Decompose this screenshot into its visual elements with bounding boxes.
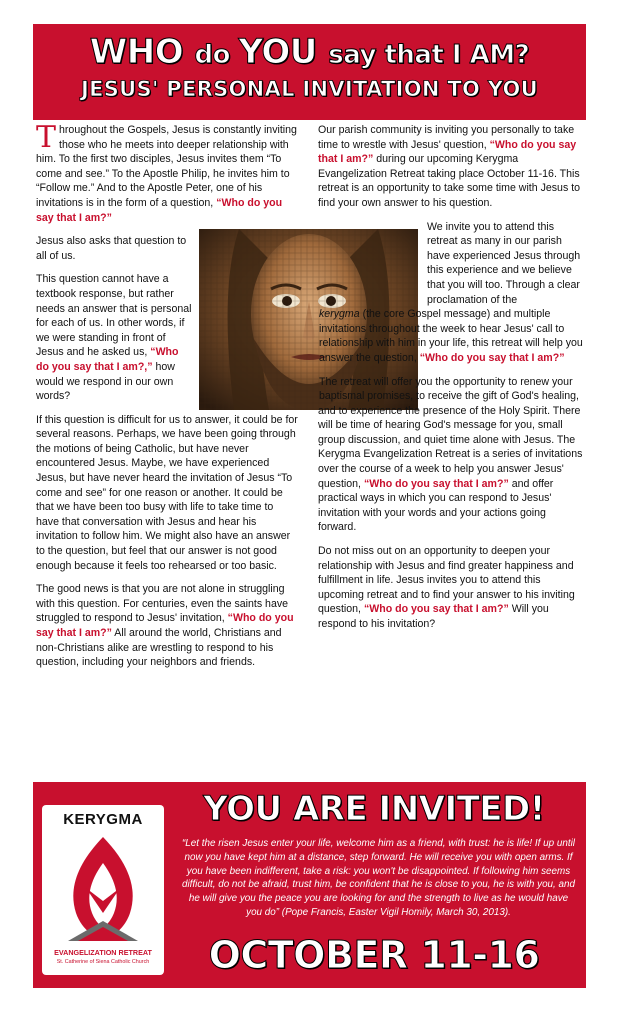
logo-church: St. Catherine of Siena Catholic Church — [56, 959, 150, 965]
title-banner — [33, 24, 586, 120]
right-paragraph-3: The retreat will offer you the opportunity to renew your baptismal promises, to receive the gift of God's healing, and to experience the presence of the Holy Spirit. There will be time of hearing God's message for you, small group discussion, and quiet time alone with Jesus. The Kerygma Evangelization Retreat is a series of invitations over the course of a week to help you answer Jesus' question, “Who do you say that I am?” and offer practical ways in which you can respond to Jesus' invitation with your words and your actions going forward. — [318, 375, 583, 534]
left-paragraph-4: The good news is that you are not alone in struggling with this question. For centuries, even the saints have struggled to respond to Jesus' invitation, “Who do you say that I am?” All around the world, Christians and non-Christians alike are wrestling to respond to his question, including your neighbors and friends. — [36, 583, 294, 669]
drop-cap: T — [36, 120, 57, 155]
left-paragraph-3: If this question is difficult for us to answer, it could be for several reasons. Perhaps, we have been going through the motions of being Catholic, but have never encountered Jesus. Maybe, we have experienced Jesus, but have never heard the invitation of Jesus “To come and see” for one reason or another. It could be that we have been too busy with life to take time to have that conversation with Jesus and hear his invitation to follow him. We might also have an answer to the question, but feel that our answer is not good enough because it feels too rehearsed or too basic. — [36, 413, 298, 572]
right-paragraph-2-cont: kerygma (the core Gospel message) and multiple invitations throughout the week to hear Jesus' call to relationship with him in your life, this retreat will help you answer the question, “Who do you say that I am?” — [319, 308, 583, 364]
invitation-footer — [33, 782, 586, 988]
right-column — [318, 123, 583, 641]
page-subtitle: JESUS' PERSONAL INVITATION TO YOU — [80, 77, 538, 101]
right-paragraph-2: We invite you to attend this retreat as many in our parish have experienced Jesus through this experience and we believe that you will too. Through a clear proclamation of the — [427, 220, 581, 306]
kerygma-logo — [42, 805, 164, 975]
left-paragraph-2: This question cannot have a textbook response, but rather needs an answer that is personal for each of us. In other words, if we were standing in front of Jesus and he asked us, “Who do you say that I am?,” how would we respond in our own words? — [36, 273, 192, 403]
page-title: WHO do YOU say that I AM? — [89, 32, 530, 72]
left-column — [36, 120, 298, 679]
dove-flame-icon — [58, 833, 148, 945]
invited-headline: YOU ARE INVITED! — [203, 789, 545, 829]
retreat-date: OCTOBER 11-16 — [208, 933, 540, 977]
right-paragraph-4: Do not miss out on an opportunity to deepen your relationship with Jesus and find greater happiness and fulfillment in life. Jesus invites you to attend this upcoming retreat and to find your answer to his inviting question, “Who do you say that I am?” Will you respond to his invitation? — [318, 545, 575, 630]
right-paragraph-1: Our parish community is inviting you personally to take time to wrestle with Jesus' question, “Who do you say that I am?” during our upcoming Kerygma Evangelization Retreat taking place October 11-16. This retreat is an opportunity to take some time with Jesus to find your own answer to his question. — [318, 124, 581, 209]
logo-subtitle: EVANGELIZATION RETREAT — [54, 948, 152, 957]
left-paragraph-1-end: Jesus also asks that question to all of us. — [36, 235, 187, 262]
logo-title: KERYGMA — [63, 811, 143, 828]
left-paragraph-1: Throughout the Gospels, Jesus is constantly inviting those who he meets into deeper relationship with him. To the first two disciples, Jesus invites them “To come and see.” To the Apostle Philip, he invites him to “Follow me.” And to the Apostle Peter, one of his invitations is in the form of a question, “Who do you say that I am?” — [36, 120, 297, 224]
pope-francis-quote: “Let the risen Jesus enter your life, welcome him as a friend, with trust: he is life! If up until now you have kept him at a distance, step forward. He will receive you with open arms. If you have been indifferent, take a risk: you won't be disappointed. If following him seems difficult, do not be afraid, trust him, be confident that he is close to you, he is with you, and he will give you the peace you are looking for and the strength to live as he would have you do” (Pope Francis, Easter Vigil Homily, March 30, 2013). — [181, 838, 576, 918]
